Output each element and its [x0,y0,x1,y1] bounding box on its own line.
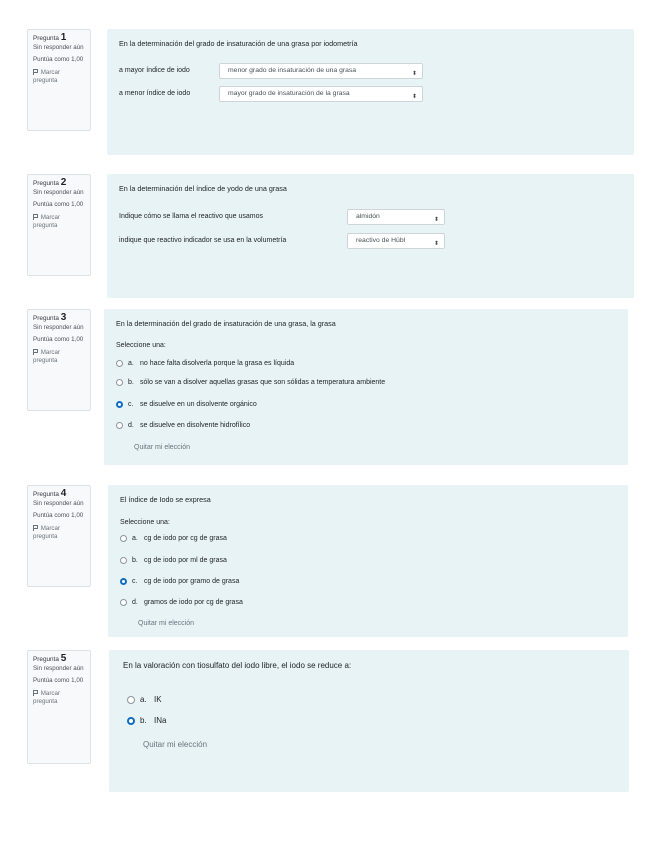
flag-question-link[interactable] [33,213,85,230]
answer-option-a[interactable]: a. cg de iodo por cg de grasa [120,535,227,542]
flag-label: Marcar pregunta [33,349,60,364]
option-text: sólo se van a disolver aquellas grasas que son sólidas a temperatura ambiente [140,379,386,386]
question-grade: Puntúa como 1,00 [33,677,84,684]
chevron-updown-icon: ⬍ [433,217,439,223]
question-text: En la valoración con tiosulfato del iodo libre, el iodo se reduce a: [123,661,352,670]
flag-icon [33,69,38,75]
flag-question-link[interactable] [33,689,85,706]
clear-choice-link[interactable]: Quitar mi elección [134,444,191,451]
question-content-2 [107,174,634,298]
answer-option-c[interactable]: c. cg de iodo por gramo de grasa [120,578,239,585]
match-select-1[interactable] [347,209,445,225]
question-number: 2 [60,177,67,188]
answer-option-b[interactable]: b. sólo se van a disolver aquellas grasas que son sólidas a temperatura ambiente [116,379,385,386]
question-info-2 [27,174,91,276]
question-label: Pregunta [33,491,59,498]
question-text: El índice de Iodo se expresa [120,495,211,504]
question-info-3 [27,309,91,411]
chevron-updown-icon: ⬍ [433,241,439,247]
option-text: cg de iodo por gramo de grasa [144,578,240,585]
option-text: IK [154,695,162,704]
match-select-1[interactable] [219,63,423,79]
match-row-label: indique que reactivo indicador se usa en la volumetría [119,237,287,244]
question-info-1 [27,29,91,131]
flag-label: Marcar pregunta [33,690,60,705]
question-label: Pregunta [33,656,59,663]
match-select-2[interactable] [347,233,445,249]
radio-button[interactable] [120,599,127,606]
radio-button-selected[interactable] [120,578,127,585]
radio-button[interactable] [116,360,123,367]
answer-option-c[interactable]: c. se disuelve en un disolvente orgánico [116,401,257,408]
flag-question-link[interactable] [33,524,85,541]
question-number: 5 [60,653,67,664]
question-content-1 [107,29,634,155]
radio-button[interactable] [120,557,127,564]
answer-option-b[interactable]: b. INa [127,716,166,725]
question-status: Sin responder aún [33,189,84,196]
select-value: almidón [356,213,380,220]
question-grade: Puntúa como 1,00 [33,201,84,208]
option-text: cg de iodo por ml de grasa [144,557,227,564]
flag-icon [33,525,38,531]
question-label: Pregunta [33,315,59,322]
option-text: cg de iodo por cg de grasa [144,535,227,542]
question-text: En la determinación del índice de yodo de una grasa [119,184,287,193]
match-row-label: a menor índice de iodo [119,90,191,97]
question-content-4 [108,485,628,637]
question-content-3 [104,309,628,465]
flag-icon [33,349,38,355]
flag-icon [33,690,38,696]
option-text: gramos de iodo por cg de grasa [144,599,243,606]
question-info-4 [27,485,91,587]
question-content-5 [109,650,629,792]
question-info-5 [27,650,91,764]
select-value: menor grado de insaturación de una grasa [228,67,357,74]
flag-label: Marcar pregunta [33,69,60,84]
question-text: En la determinación del grado de insaturación de una grasa por iodometría [119,39,358,48]
clear-choice-link[interactable]: Quitar mi elección [138,620,195,627]
flag-question-link[interactable] [33,68,85,85]
flag-question-link[interactable] [33,348,85,365]
match-row-label: a mayor índice de iodo [119,67,190,74]
chevron-updown-icon: ⬍ [411,71,417,77]
answer-option-d[interactable]: d. gramos de iodo por cg de grasa [120,599,243,606]
flag-label: Marcar pregunta [33,214,60,229]
match-row-label: Indique cómo se llama el reactivo que usamos [119,213,263,220]
select-one-prompt: Seleccione una: [116,342,166,349]
chevron-updown-icon: ⬍ [411,94,417,100]
question-text: En la determinación del grado de insaturación de una grasa, la grasa [116,319,336,328]
question-status: Sin responder aún [33,665,84,672]
flag-label: Marcar pregunta [33,525,60,540]
question-status: Sin responder aún [33,44,84,51]
flag-icon [33,214,38,220]
select-value: mayor grado de insaturación de la grasa [228,90,350,97]
question-number: 4 [60,488,67,499]
radio-button-selected[interactable] [127,717,135,725]
answer-option-a[interactable]: a. no hace falta disolverla porque la grasa es líquida [116,360,294,367]
answer-option-a[interactable]: a. IK [127,695,162,704]
option-text: se disuelve en un disolvente orgánico [140,401,257,408]
answer-option-b[interactable]: b. cg de iodo por ml de grasa [120,557,227,564]
option-text: INa [154,716,167,725]
radio-button[interactable] [120,535,127,542]
radio-button[interactable] [116,379,123,386]
question-grade: Puntúa como 1,00 [33,56,84,63]
question-status: Sin responder aún [33,500,84,507]
option-text: se disuelve en disolvente hidrofílico [140,422,251,429]
clear-choice-link[interactable]: Quitar mi elección [143,740,208,749]
option-text: no hace falta disolverla porque la grasa es líquida [140,360,295,367]
question-number: 1 [60,32,67,43]
question-number: 3 [60,312,67,323]
match-select-2[interactable] [219,86,423,102]
question-grade: Puntúa como 1,00 [33,512,84,519]
question-grade: Puntúa como 1,00 [33,336,84,343]
select-value: reactivo de Hübl [356,237,406,244]
radio-button-selected[interactable] [116,401,123,408]
answer-option-d[interactable]: d. se disuelve en disolvente hidrofílico [116,422,250,429]
radio-button[interactable] [116,422,123,429]
select-one-prompt: Seleccione una: [120,519,170,526]
question-label: Pregunta [33,35,59,42]
question-status: Sin responder aún [33,324,84,331]
question-label: Pregunta [33,180,59,187]
radio-button[interactable] [127,696,135,704]
